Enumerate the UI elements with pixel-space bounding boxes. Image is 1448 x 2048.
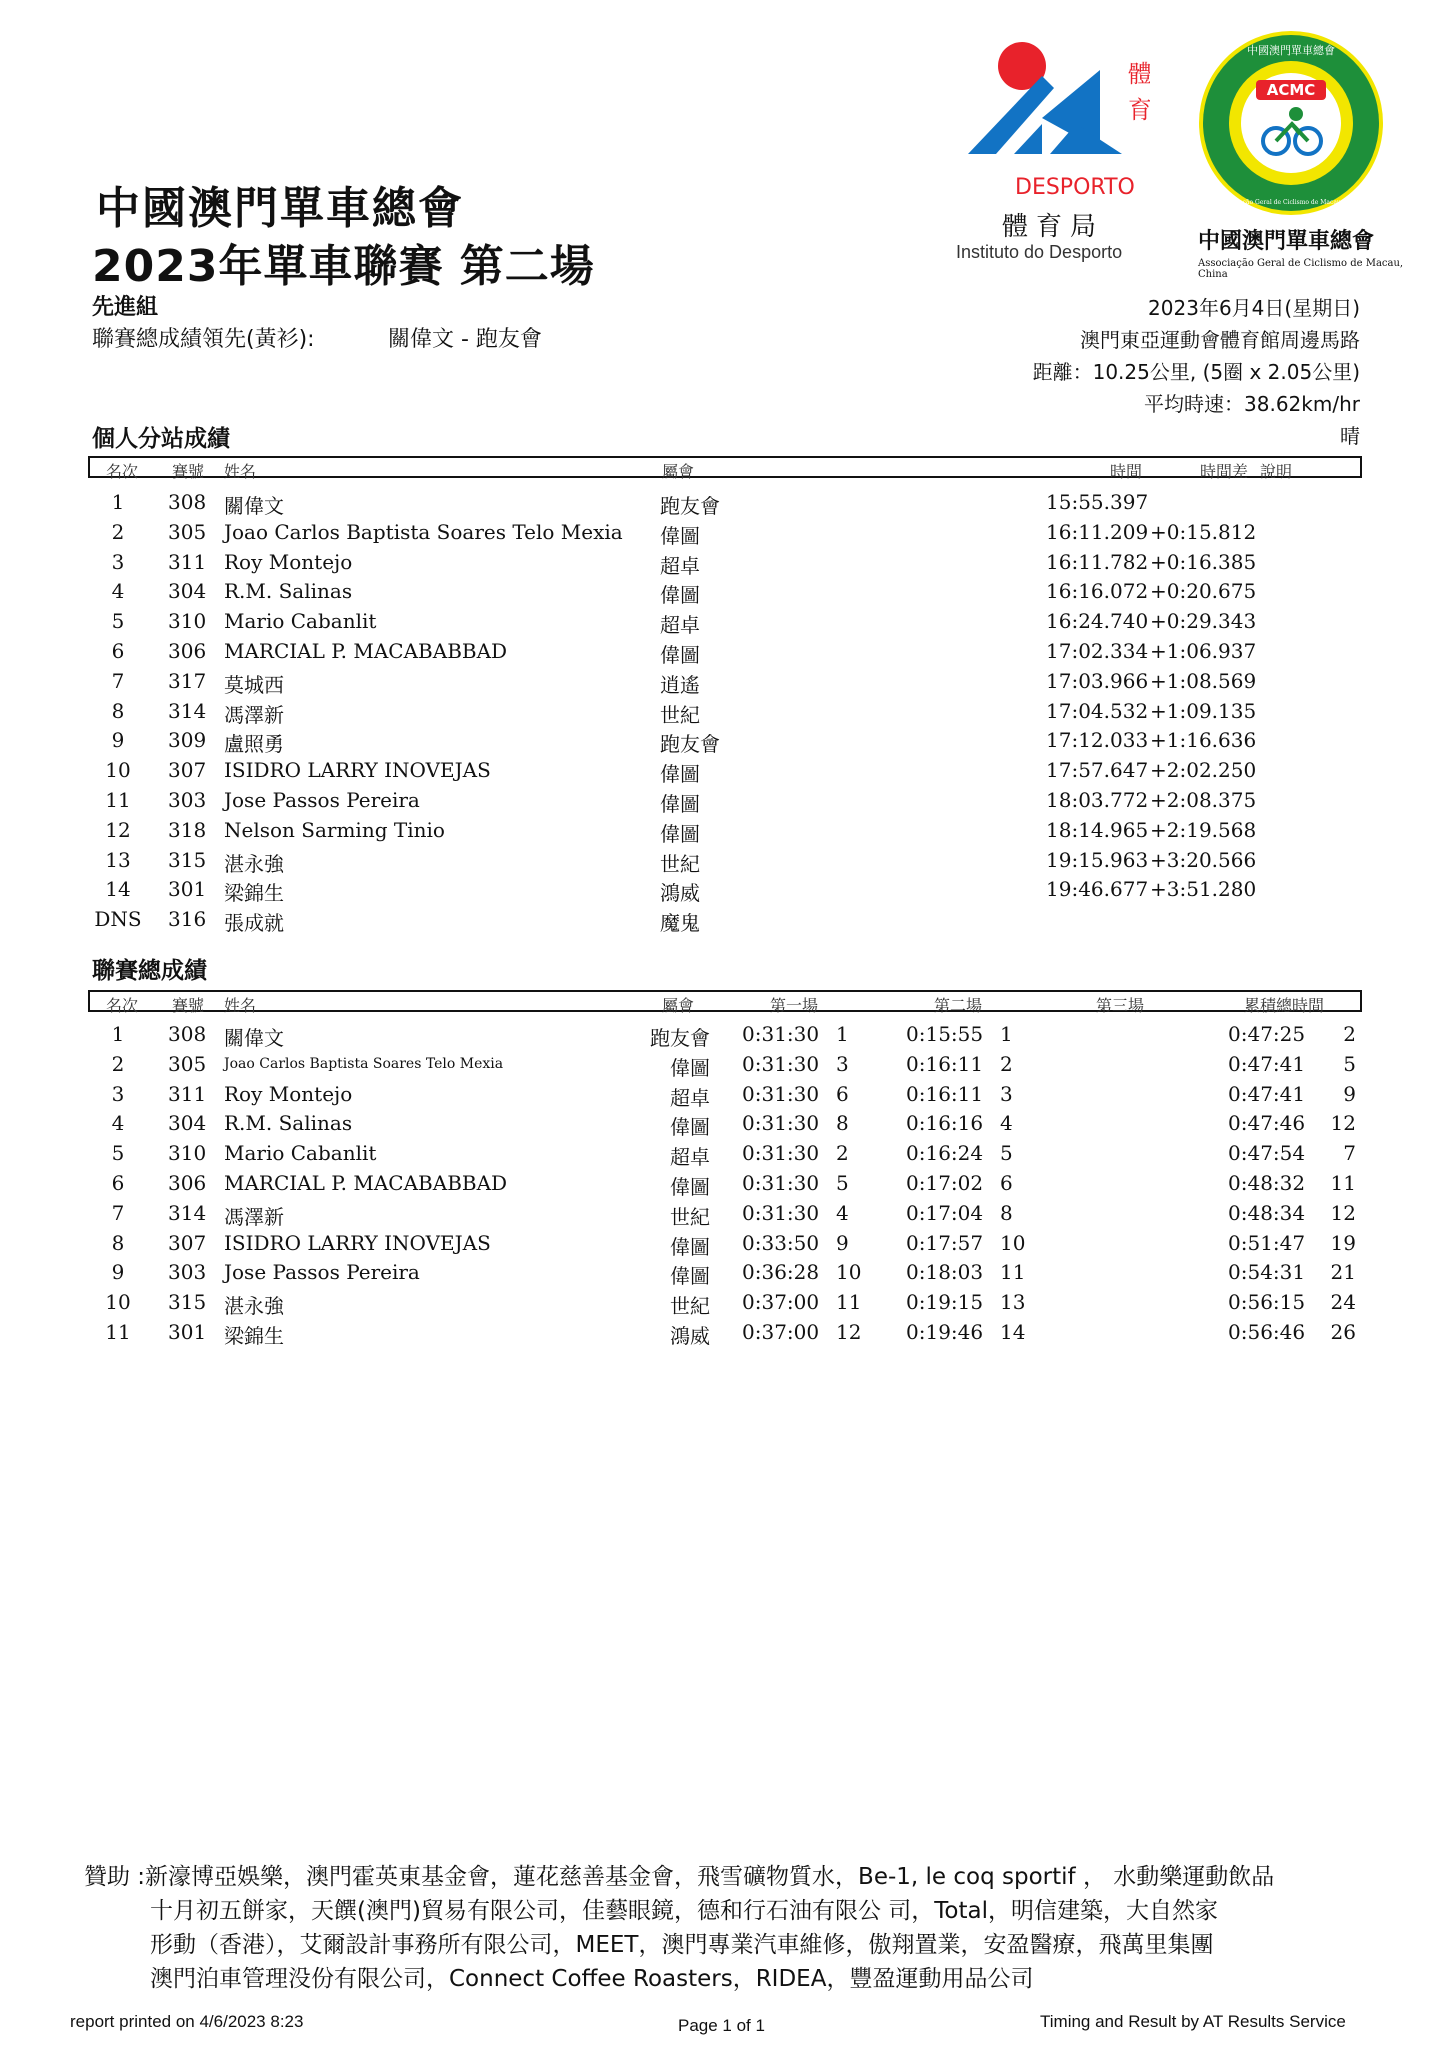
race1-place-cell: 6 (836, 1081, 849, 1106)
time-cell: 17:03.966 (1046, 668, 1149, 693)
gap-cell: +3:20.566 (1150, 847, 1257, 872)
rider-name-cell: 關偉文 (224, 494, 284, 518)
table-row (0, 609, 1448, 639)
club-cell: 跑友會 (660, 494, 720, 518)
race2-time-cell: 0:17:02 (906, 1171, 984, 1195)
table-row (0, 1111, 1448, 1141)
rank-cell: 1 (111, 490, 125, 514)
table-row (0, 728, 1448, 758)
total-time-cell: 0:47:54 (1228, 1141, 1306, 1166)
svg-text:體: 體 (1128, 60, 1150, 88)
table-row (0, 848, 1448, 878)
col-rank: 名次 (106, 462, 139, 481)
rider-name-cell: 梁錦生 (224, 1324, 284, 1348)
overall-standings-title: 聯賽總成績 (92, 958, 207, 984)
race1-time-cell: 0:31:30 (742, 1081, 820, 1106)
race2-time-cell: 0:18:03 (906, 1260, 984, 1285)
points-cell: 26 (1330, 1320, 1356, 1344)
club-cell: 偉圖 (670, 1234, 710, 1259)
bib-cell: 307 (168, 1230, 207, 1255)
col-time: 時間 (1110, 462, 1143, 481)
total-time-cell: 0:47:25 (1228, 1022, 1306, 1046)
sponsors-line-1: 贊助 :新濠博亞娛樂，澳門霍英東基金會，蓮花慈善基金會，飛雪礦物質水，Be-1, le coq sportif ， 水動樂運動飲品 (84, 1864, 1275, 1890)
bib-cell: 305 (168, 519, 207, 544)
bib-cell: 308 (168, 490, 207, 514)
col-note: 說明 (1260, 462, 1293, 481)
svg-text:DESPORTO: DESPORTO (1015, 175, 1135, 200)
race1-place-cell: 2 (836, 1141, 849, 1166)
race1-place-cell: 9 (836, 1230, 849, 1255)
club-cell: 偉圖 (660, 583, 700, 608)
table-row (0, 1171, 1448, 1201)
col-total: 累積總時間 (1244, 996, 1325, 1015)
rider-name-cell: 梁錦生 (224, 881, 284, 906)
rider-name-cell: 湛永強 (224, 851, 284, 876)
table-row (0, 1320, 1448, 1350)
desporto-name-pt: Instituto do Desporto (956, 242, 1123, 262)
table-row (0, 490, 1448, 520)
svg-text:中國澳門單車總會: 中國澳門單車總會 (1247, 44, 1335, 57)
bib-cell: 318 (168, 817, 207, 842)
race1-time-cell: 0:31:30 (742, 1022, 820, 1046)
race1-place-cell: 8 (836, 1111, 849, 1136)
gap-cell: +2:08.375 (1150, 788, 1257, 812)
acmc-name-zh: 中國澳門單車總會 (1198, 228, 1375, 254)
time-cell: 17:57.647 (1046, 758, 1149, 783)
col-race3: 第三場 (1096, 996, 1145, 1015)
race-weather: 晴 (1340, 424, 1360, 448)
club-cell: 世紀 (670, 1204, 710, 1229)
table-row (0, 699, 1448, 729)
table-row (0, 1201, 1448, 1231)
time-cell: 19:15.963 (1046, 847, 1149, 872)
rank-cell: 10 (105, 758, 131, 783)
points-cell: 19 (1330, 1230, 1356, 1255)
rank-cell: 2 (111, 519, 125, 544)
race1-place-cell: 12 (836, 1320, 862, 1344)
bib-cell: 316 (168, 907, 207, 932)
race2-time-cell: 0:16:11 (906, 1081, 984, 1106)
sponsors-line-2: 十月初五餅家，天饌(澳門)貿易有限公司，佳藝眼鏡，德和行石油有限公 司，Total，明信建築，大自然家 (150, 1898, 1218, 1924)
points-cell: 21 (1330, 1260, 1356, 1285)
table-row (0, 907, 1448, 937)
rank-cell: DNS (94, 907, 142, 932)
rider-name-cell: Jose Passos Pereira (224, 1260, 420, 1285)
race1-time-cell: 0:37:00 (742, 1290, 820, 1315)
rank-cell: 8 (111, 1230, 125, 1255)
race-date: 2023年6月4日(星期日) (1148, 296, 1360, 320)
rank-cell: 14 (105, 877, 131, 902)
total-time-cell: 0:47:46 (1228, 1111, 1306, 1136)
gap-cell: +0:16.385 (1150, 549, 1257, 574)
event-title: 2023年單車聯賽 第二場 (92, 241, 595, 292)
club-cell: 魔鬼 (660, 911, 700, 936)
acmc-logo (1196, 28, 1406, 278)
rank-cell: 3 (111, 1081, 125, 1106)
rank-cell: 8 (111, 698, 125, 723)
race1-time-cell: 0:31:30 (742, 1111, 820, 1136)
time-cell: 19:46.677 (1046, 877, 1149, 902)
race2-place-cell: 3 (1000, 1081, 1013, 1106)
club-cell: 世紀 (670, 1294, 710, 1319)
stage-results-table (0, 490, 1448, 940)
race2-place-cell: 14 (1000, 1320, 1026, 1344)
race1-time-cell: 0:31:30 (742, 1141, 820, 1166)
time-cell: 16:11.209 (1046, 519, 1149, 544)
desporto-emblem-icon (950, 30, 1150, 200)
total-time-cell: 0:51:47 (1228, 1230, 1306, 1255)
race2-time-cell: 0:16:16 (906, 1111, 984, 1136)
rider-name-cell: R.M. Salinas (224, 579, 353, 604)
club-cell: 鴻威 (670, 1324, 710, 1348)
race1-time-cell: 0:31:30 (742, 1051, 820, 1076)
club-cell: 超卓 (670, 1085, 710, 1110)
table-row (0, 788, 1448, 818)
category-label: 先進組 (92, 295, 159, 320)
rider-name-cell: 張成就 (224, 911, 284, 936)
col-rank: 名次 (106, 996, 139, 1015)
overall-standings-table (0, 1022, 1448, 1362)
sponsors-block (84, 1860, 1374, 1996)
rider-name-cell: 馮澤新 (224, 702, 284, 727)
sponsors-line-3: 形動（香港），艾爾設計事務所有限公司，MEET，澳門專業汽車維修，傲翔置業，安盈醫療，飛萬里集團 (150, 1932, 1214, 1958)
time-cell: 18:14.965 (1046, 817, 1149, 842)
rank-cell: 4 (111, 1111, 125, 1136)
col-bib: 賽號 (172, 462, 205, 481)
club-cell: 超卓 (660, 613, 700, 638)
rider-name-cell: MARCIAL P. MACABABBAD (224, 639, 508, 663)
club-cell: 世紀 (660, 851, 700, 876)
svg-text:育: 育 (1128, 96, 1150, 124)
race2-place-cell: 5 (1000, 1141, 1013, 1166)
rider-name-cell: Roy Montejo (224, 549, 353, 574)
rider-name-cell: 盧照勇 (224, 732, 284, 757)
race1-place-cell: 1 (836, 1022, 849, 1046)
rank-cell: 1 (111, 1022, 125, 1046)
rider-name-cell: Joao Carlos Baptista Soares Telo Mexia (224, 519, 623, 544)
svg-text:ACMC: ACMC (1266, 81, 1316, 99)
rank-cell: 3 (111, 549, 125, 574)
stage-results-title: 個人分站成績 (92, 426, 230, 452)
points-cell: 12 (1330, 1200, 1356, 1225)
race1-time-cell: 0:31:30 (742, 1171, 820, 1195)
points-cell: 11 (1330, 1171, 1356, 1195)
rank-cell: 7 (111, 668, 125, 693)
gap-cell: +1:09.135 (1150, 698, 1257, 723)
total-time-cell: 0:47:41 (1228, 1081, 1306, 1106)
bib-cell: 306 (168, 639, 207, 663)
gap-cell: +0:20.675 (1150, 579, 1257, 604)
total-time-cell: 0:56:15 (1228, 1290, 1306, 1315)
club-cell: 世紀 (660, 702, 700, 727)
rank-cell: 9 (111, 1260, 125, 1285)
race1-place-cell: 11 (836, 1290, 862, 1315)
points-cell: 2 (1343, 1022, 1356, 1046)
race2-place-cell: 4 (1000, 1111, 1013, 1136)
bib-cell: 301 (168, 877, 207, 902)
rank-cell: 9 (111, 728, 125, 753)
table-row (0, 550, 1448, 580)
bib-cell: 314 (168, 698, 207, 723)
col-race2: 第二場 (934, 996, 983, 1015)
org-title: 中國澳門單車總會 (96, 183, 464, 234)
race1-time-cell: 0:31:30 (742, 1200, 820, 1225)
rider-name-cell: Roy Montejo (224, 1081, 353, 1106)
club-cell: 偉圖 (670, 1264, 710, 1289)
race1-place-cell: 3 (836, 1051, 849, 1076)
club-cell: 偉圖 (670, 1115, 710, 1140)
bib-cell: 310 (168, 609, 207, 634)
rank-cell: 10 (105, 1290, 131, 1315)
table-row (0, 1231, 1448, 1261)
gap-cell: +1:16.636 (1150, 728, 1257, 753)
race2-time-cell: 0:17:04 (906, 1200, 984, 1225)
points-cell: 7 (1343, 1141, 1356, 1166)
table-row (0, 669, 1448, 699)
race2-place-cell: 8 (1000, 1200, 1013, 1225)
points-cell: 12 (1330, 1111, 1356, 1136)
table-row (0, 877, 1448, 907)
leader-name: 關偉文 - 跑友會 (388, 327, 542, 352)
rider-name-cell: R.M. Salinas (224, 1111, 353, 1136)
gap-cell: +2:19.568 (1150, 817, 1257, 842)
table-row (0, 639, 1448, 669)
time-cell: 16:16.072 (1046, 579, 1149, 604)
club-cell: 超卓 (660, 553, 700, 578)
points-cell: 9 (1343, 1081, 1356, 1106)
race2-place-cell: 1 (1000, 1022, 1013, 1046)
race1-place-cell: 10 (836, 1260, 862, 1285)
leader-label: 聯賽總成績領先(黃衫): (92, 327, 315, 352)
rider-name-cell: Mario Cabanlit (224, 1141, 377, 1166)
bib-cell: 308 (168, 1022, 207, 1046)
rank-cell: 5 (111, 609, 125, 634)
race2-place-cell: 6 (1000, 1171, 1013, 1195)
gap-cell: +1:08.569 (1150, 668, 1257, 693)
stage-table-header (88, 456, 1362, 481)
rider-name-cell: ISIDRO LARRY INOVEJAS (224, 758, 491, 783)
table-row (0, 579, 1448, 609)
overall-table-header (88, 990, 1362, 1015)
race2-time-cell: 0:17:57 (906, 1230, 984, 1255)
race2-place-cell: 10 (1000, 1230, 1026, 1255)
rank-cell: 12 (105, 817, 131, 842)
total-time-cell: 0:47:41 (1228, 1051, 1306, 1076)
col-name: 姓名 (224, 996, 257, 1015)
rider-name-cell: 莫城西 (224, 672, 284, 697)
total-time-cell: 0:48:32 (1228, 1171, 1306, 1195)
desporto-logo (950, 30, 1150, 270)
col-bib: 賽號 (172, 996, 205, 1015)
club-cell: 偉圖 (670, 1055, 710, 1080)
bib-cell: 303 (168, 1260, 207, 1285)
bib-cell: 317 (168, 668, 207, 693)
time-cell: 18:03.772 (1046, 788, 1149, 812)
rider-name-cell: MARCIAL P. MACABABBAD (224, 1171, 508, 1195)
acmc-emblem-icon (1196, 28, 1406, 218)
race-venue: 澳門東亞運動會體育館周邊馬路 (1080, 328, 1360, 352)
bib-cell: 315 (168, 1290, 207, 1315)
gap-cell: +2:02.250 (1150, 758, 1257, 783)
time-cell: 17:04.532 (1046, 698, 1149, 723)
sponsors-line-4: 澳門泊車管理没份有限公司，Connect Coffee Roasters，RIDEA，豐盈運動用品公司 (150, 1966, 1034, 1992)
club-cell: 跑友會 (650, 1026, 710, 1050)
table-row (0, 1141, 1448, 1171)
col-name: 姓名 (224, 462, 257, 481)
desporto-name-zh: 體育局 (1002, 212, 1105, 242)
total-time-cell: 0:56:46 (1228, 1320, 1306, 1344)
time-cell: 16:11.782 (1046, 549, 1149, 574)
time-cell: 15:55.397 (1046, 490, 1149, 514)
bib-cell: 301 (168, 1320, 207, 1344)
svg-text:Associação Geral de Ciclismo d: Associação Geral de Ciclismo de Macau, China (1219, 199, 1363, 206)
footer-printed: report printed on 4/6/2023 8:23 (70, 2012, 304, 2031)
race1-time-cell: 0:33:50 (742, 1230, 820, 1255)
col-club: 屬會 (662, 462, 695, 481)
race2-time-cell: 0:15:55 (906, 1022, 984, 1046)
total-time-cell: 0:54:31 (1228, 1260, 1306, 1285)
bib-cell: 304 (168, 579, 207, 604)
rider-name-cell: Jose Passos Pereira (224, 788, 420, 812)
acmc-name-pt: Associação Geral de Ciclismo de Macau, China (1198, 258, 1404, 280)
race1-place-cell: 5 (836, 1171, 849, 1195)
rider-name-cell: 關偉文 (224, 1026, 284, 1050)
time-cell: 16:24.740 (1046, 609, 1149, 634)
gap-cell: +0:29.343 (1150, 609, 1257, 634)
race2-time-cell: 0:16:11 (906, 1051, 984, 1076)
rider-name-cell: Nelson Sarming Tinio (224, 817, 445, 842)
race-avg-speed: 平均時速：38.62km/hr (1144, 392, 1360, 416)
table-row (0, 1290, 1448, 1320)
club-cell: 偉圖 (660, 792, 700, 816)
table-row (0, 1082, 1448, 1112)
rank-cell: 2 (111, 1051, 125, 1076)
bib-cell: 311 (168, 1081, 207, 1106)
race2-place-cell: 2 (1000, 1051, 1013, 1076)
race2-time-cell: 0:19:46 (906, 1320, 984, 1344)
club-cell: 偉圖 (660, 643, 700, 667)
race2-place-cell: 11 (1000, 1260, 1026, 1285)
bib-cell: 314 (168, 1200, 207, 1225)
gap-cell: +1:06.937 (1150, 639, 1257, 663)
points-cell: 5 (1343, 1051, 1356, 1076)
race2-time-cell: 0:16:24 (906, 1141, 984, 1166)
bib-cell: 309 (168, 728, 207, 753)
bib-cell: 315 (168, 847, 207, 872)
rank-cell: 5 (111, 1141, 125, 1166)
table-row (0, 758, 1448, 788)
col-race1: 第一場 (770, 996, 819, 1015)
rank-cell: 6 (111, 1171, 125, 1195)
race2-place-cell: 13 (1000, 1290, 1026, 1315)
club-cell: 鴻威 (660, 881, 700, 906)
bib-cell: 303 (168, 788, 207, 812)
time-cell: 17:02.334 (1046, 639, 1149, 663)
rider-name-cell: 馮澤新 (224, 1204, 284, 1229)
bib-cell: 310 (168, 1141, 207, 1166)
points-cell: 24 (1330, 1290, 1356, 1315)
club-cell: 偉圖 (660, 523, 700, 548)
col-gap: 時間差 (1200, 462, 1249, 481)
club-cell: 逍遙 (660, 672, 700, 697)
gap-cell: +0:15.812 (1150, 519, 1257, 544)
table-row (0, 818, 1448, 848)
club-cell: 偉圖 (670, 1175, 710, 1199)
bib-cell: 311 (168, 549, 207, 574)
gap-cell: +3:51.280 (1150, 877, 1257, 902)
race2-time-cell: 0:19:15 (906, 1290, 984, 1315)
club-cell: 偉圖 (660, 821, 700, 846)
time-cell: 17:12.033 (1046, 728, 1149, 753)
table-row (0, 520, 1448, 550)
rank-cell: 4 (111, 579, 125, 604)
rank-cell: 11 (105, 788, 131, 812)
col-club: 屬會 (662, 996, 695, 1015)
rank-cell: 7 (111, 1200, 125, 1225)
club-cell: 跑友會 (660, 732, 720, 757)
club-cell: 超卓 (670, 1145, 710, 1170)
table-row (0, 1022, 1448, 1052)
race1-place-cell: 4 (836, 1200, 849, 1225)
rider-name-cell: 湛永強 (224, 1294, 284, 1319)
footer-timing: Timing and Result by AT Results Service (1040, 2012, 1346, 2031)
race1-time-cell: 0:36:28 (742, 1260, 820, 1285)
rider-name-cell: Mario Cabanlit (224, 609, 377, 634)
bib-cell: 306 (168, 1171, 207, 1195)
bib-cell: 304 (168, 1111, 207, 1136)
footer-page: Page 1 of 1 (678, 2016, 765, 2035)
rank-cell: 13 (105, 847, 131, 872)
rider-name-cell: Joao Carlos Baptista Soares Telo Mexia (224, 1055, 504, 1072)
race1-time-cell: 0:37:00 (742, 1320, 820, 1344)
bib-cell: 305 (168, 1051, 207, 1076)
rank-cell: 11 (105, 1320, 131, 1344)
rider-name-cell: ISIDRO LARRY INOVEJAS (224, 1230, 491, 1255)
club-cell: 偉圖 (660, 762, 700, 787)
table-row (0, 1052, 1448, 1082)
rank-cell: 6 (111, 639, 125, 663)
total-time-cell: 0:48:34 (1228, 1200, 1306, 1225)
table-row (0, 1260, 1448, 1290)
bib-cell: 307 (168, 758, 207, 783)
race-distance: 距離：10.25公里, (5圈 x 2.05公里) (1032, 360, 1360, 384)
